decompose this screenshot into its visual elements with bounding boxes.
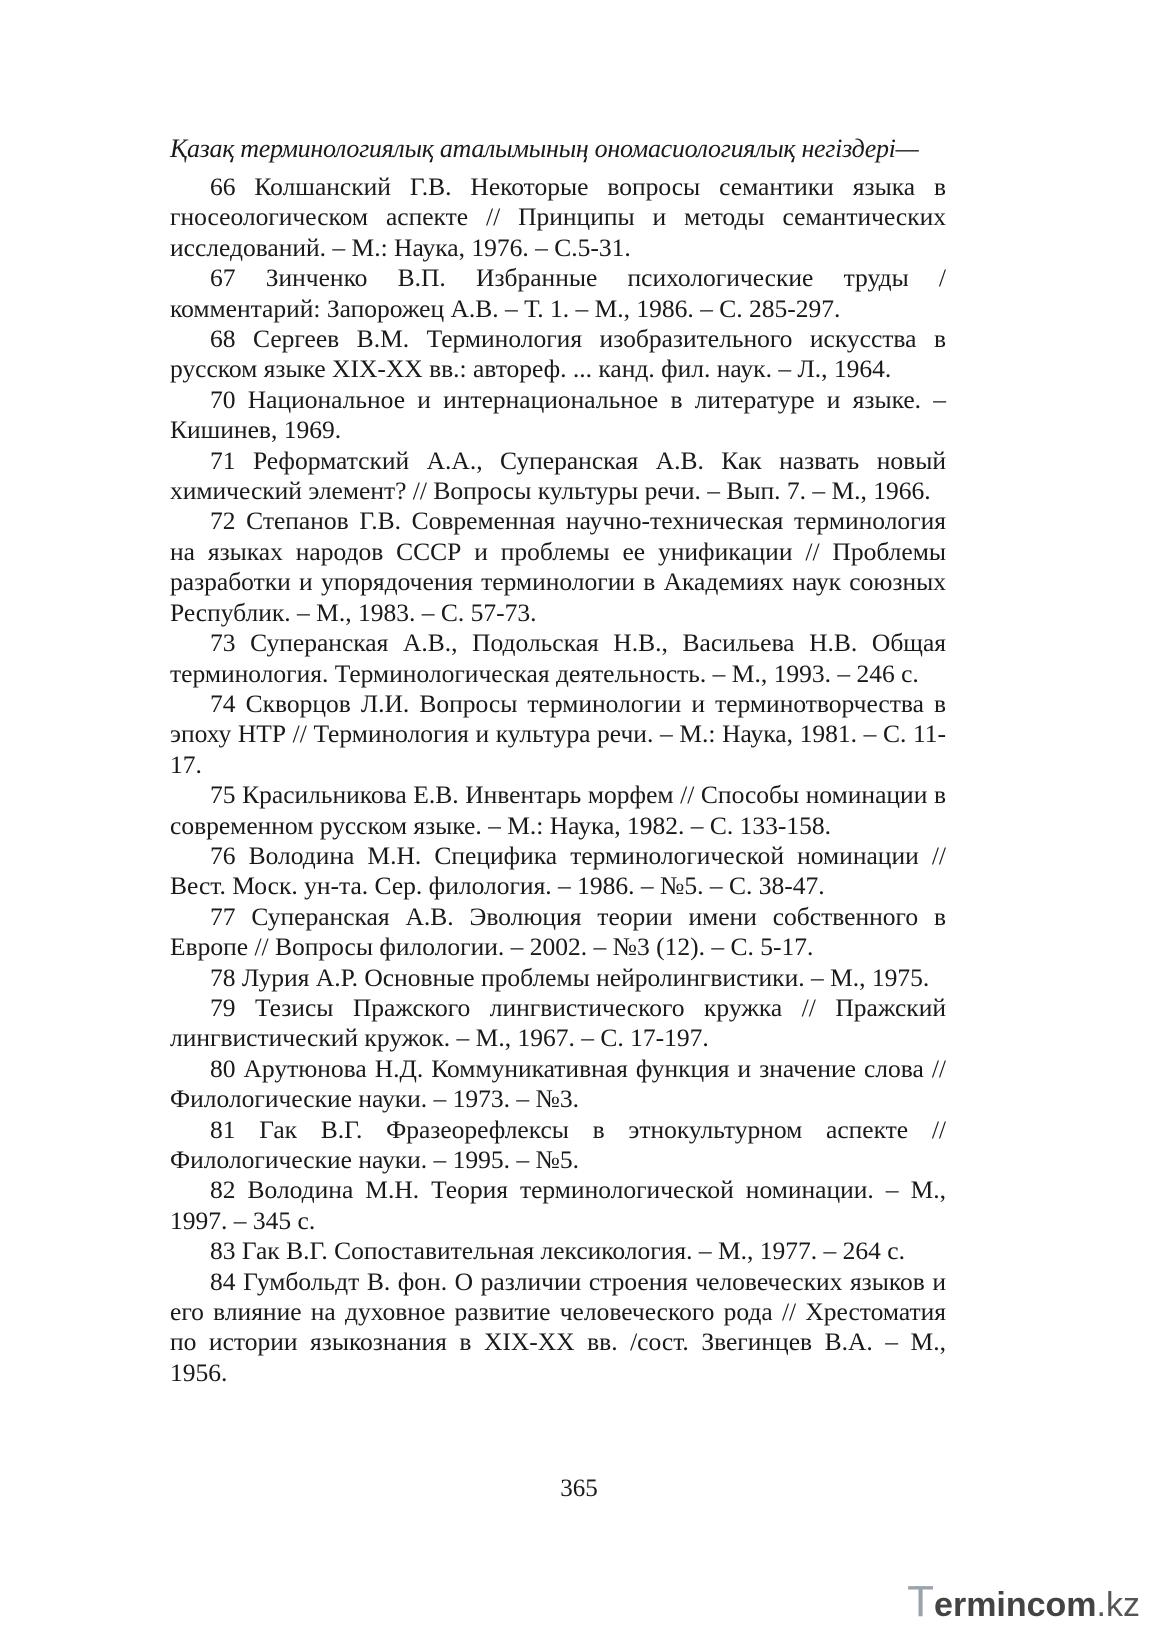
reference-entry-72: 72 Степанов Г.В. Современная научно-техническая терминология на языках народов СССР и проблемы ее унификации // Проблемы разработки и упорядочения терминологии в Академиях наук союзных Республик. – М., 1983. – С. 57-73. [170,506,946,627]
watermark-initial: T [907,1577,935,1626]
reference-entry-77: 77 Суперанская А.В. Эволюция теории имени собственного в Европе // Вопросы филологии. – 2002. – №3 (12). – С. 5-17. [170,901,946,962]
reference-list [170,172,946,1388]
watermark-domain: .kz [1096,1586,1140,1624]
reference-entry-83: 83 Гак В.Г. Сопоставительная лексикология. – М., 1977. – 264 с. [210,1236,905,1266]
reference-entry-78: 78 Лурия А.Р. Основные проблемы нейролингвистики. – М., 1975. [210,962,930,992]
reference-entry-71: 71 Реформатский А.А., Суперанская А.В. Как назвать новый химический элемент? // Вопросы культуры речи. – Вып. 7. – М., 1966. [170,445,946,506]
reference-entry-76: 76 Володина М.Н. Специфика терминологической номинации // Вест. Моск. ун-та. Сер. филология. – 1986. – №5. – С. 38-47. [170,840,946,901]
page-number: 365 [560,1475,598,1502]
watermark-name: ermincom [934,1586,1097,1624]
reference-entry-70: 70 Национальное и интернациональное в литературе и языке. – Кишинев, 1969. [170,384,946,445]
reference-entry-66: 66 Колшанский Г.В. Некоторые вопросы семантики языка в гносеологическом аспекте // Принципы и методы семантических исследований. – М.: Наука, 1976. – С.5-31. [170,172,946,262]
running-header: Қазақ терминологиялық аталымының ономасиологиялық негіздері— [170,134,919,163]
reference-entry-68: 68 Сергеев В.М. Терминология изобразительного искусства в русском языке XIX-XX вв.: автореф. ... канд. фил. наук. – Л., 1964. [170,324,946,384]
reference-entry-79: 79 Тезисы Пражского лингвистического кружка // Пражский лингвистический кружок. – М., 1967. – С. 17-197. [170,992,946,1053]
reference-entry-75: 75 Красильникова Е.В. Инвентарь морфем // Способы номинации в современном русском языке. – М.: Наука, 1982. – С. 133-158. [170,780,946,840]
reference-entry-81: 81 Гак В.Г. Фразеорефлексы в этнокультурном аспекте // Филологические науки. – 1995. – №5. [170,1114,946,1174]
reference-entry-67: 67 Зинченко В.П. Избранные психологические труды /комментарий: Запорожец А.В. – Т. 1. – М., 1986. – С. 285-297. [170,263,946,323]
reference-entry-84: 84 Гумбольдт В. фон. О различии строения человеческих языков и его влияние на духовное развитие человеческого рода // Хрестоматия по истории языкознания в XIX-XX вв. /сост. Звегинцев В.А. – М., 1956. [170,1266,946,1387]
reference-entry-80: 80 Арутюнова Н.Д. Коммуникативная функция и значение слова // Филологические науки. – 1973. – №3. [170,1053,946,1114]
reference-entry-82: 82 Володина М.Н. Теория терминологической номинации. – М., 1997. – 345 с. [170,1175,946,1235]
reference-entry-74: 74 Скворцов Л.И. Вопросы терминологии и терминотворчества в эпоху НТР // Терминология и культура речи. – М.: Наука, 1981. – С. 11-17. [170,688,946,779]
reference-entry-73: 73 Суперанская А.В., Подольская Н.В., Васильева Н.В. Общая терминология. Терминологическая деятельность. – М., 1993. – 246 с. [170,628,946,688]
site-watermark-logo [907,1577,1140,1626]
